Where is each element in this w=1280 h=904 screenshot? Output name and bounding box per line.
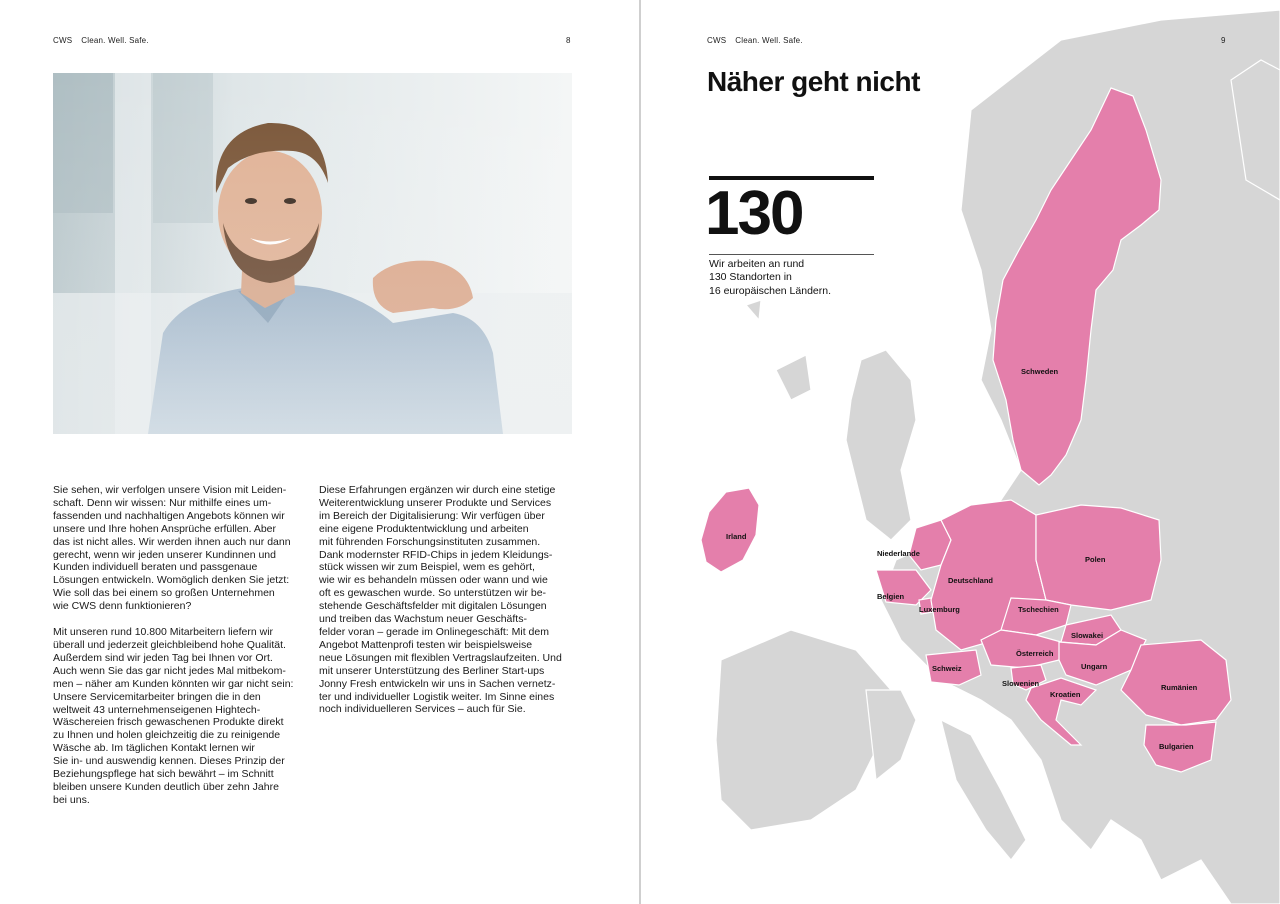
body-paragraph: Diese Erfahrungen ergänzen wir durch eine stetige Weiterentwicklung unserer Produkte und Services im Bereich der Digitalisierung: Wir verfügen über eine eigene Produktentwicklung und arbeiten mit führenden Forschungsinstituten zusammen. Dank modernster RFID-Chips in jedem Kleidungs- stück wissen wir zum Beispiel, wem es gehört, wie wir es behandeln müssen oder wann und wie oft es gewaschen wurde. So unterstützen wir be- stehende Geschäftsfelder mit digitalen Lösungen und treiben das Wachstum neuer Geschäfts- felder voran – gerade im Onlinegeschäft: Mit dem Angebot Mattenprofi testen wir beispielsweise neue Lösungen mit flexiblen Vertragslaufzeiten. Und mit unserer Unterstützung des Berliner Start-ups Jonny Fresh entwickeln wir uns in Sachen vernetz- ter und individueller Logistik weiter. Im Sinne eines noch individuelleren Services – auch für Sie. (319, 484, 562, 716)
europe-land (716, 10, 1280, 904)
brand-name: CWS (707, 36, 727, 45)
country-label-croatia: Kroatien (1050, 690, 1081, 699)
text-column-2 (319, 484, 575, 729)
country-label-poland: Polen (1085, 555, 1106, 564)
left-page (0, 0, 639, 904)
country-label-germany: Deutschland (948, 576, 994, 585)
portrait-photo-illustration (53, 73, 572, 434)
page-number: 9 (1221, 36, 1226, 45)
text-column-1 (53, 484, 303, 820)
brand-tagline: Clean. Well. Safe. (81, 36, 149, 45)
country-ireland (701, 488, 759, 572)
country-label-czechia: Tschechien (1018, 605, 1059, 614)
brand-name: CWS (53, 36, 73, 45)
stat-description: Wir arbeiten an rund 130 Standorten in 16 europäischen Ländern. (709, 258, 832, 297)
country-label-luxembourg: Luxemburg (919, 605, 960, 614)
body-paragraph: Sie sehen, wir verfolgen unsere Vision mit Leiden- schaft. Denn wir wissen: Nur mithilfe eines um- fassenden und nachhaltigen Angebots können wir unsere und Ihre hohen Ansprüche erfüllen. Aber das ist nicht alles. Wir werden ihnen auch nur dann gerecht, wenn wir jeden unserer Kundinnen und Kunden individuell beraten und passgenaue Lösungen entwickeln. Womöglich denken Sie jetzt: Wie soll das bei einem so großen Unternehmen wie CWS denn funktionieren? (53, 484, 291, 613)
country-label-slovenia: Slowenien (1002, 679, 1040, 688)
country-label-switzerland: Schweiz (932, 664, 962, 673)
stat-rule-bottom (709, 254, 874, 255)
europe-map (641, 0, 1280, 904)
country-label-austria: Österreich (1016, 649, 1054, 658)
country-label-bulgaria: Bulgarien (1159, 742, 1194, 751)
portrait-photo (53, 73, 572, 434)
country-label-belgium: Belgien (877, 592, 905, 601)
country-label-netherlands: Niederlande (877, 549, 920, 558)
country-label-hungary: Ungarn (1081, 662, 1108, 671)
running-header (707, 36, 803, 45)
country-label-slovakia: Slowakei (1071, 631, 1104, 640)
page-headline: Näher geht nicht (707, 66, 920, 97)
brand-tagline: Clean. Well. Safe. (735, 36, 803, 45)
country-label-romania: Rumänien (1161, 683, 1198, 692)
right-page (641, 0, 1280, 904)
body-paragraph: Mit unseren rund 10.800 Mitarbeitern liefern wir überall und jederzeit gleichbleibend hohe Qualität. Außerdem sind wir jeden Tag bei Ihnen vor Ort. Auch wenn Sie das gar nicht jedes Mal mitbekom- men – näher am Kunden könnten wir gar nicht sein: Unsere Servicemitarbeiter bringen die in den weltweit 43 unternehmenseigenen Hightech- Wäschereien frisch gewaschenen Produkte direkt zu Ihnen und holen gleichzeitig die zu reinigende Wäsche ab. Im täglichen Kontakt lernen wir Sie in- und auswendig kennen. Dieses Prinzip der Beziehungspflege hat sich bewährt – im Schnitt bleiben unsere Kunden deutlich über zehn Jahre bei uns. (53, 626, 294, 806)
page-number: 8 (566, 36, 571, 45)
running-header (53, 36, 149, 45)
country-label-sweden: Schweden (1021, 367, 1059, 376)
country-label-ireland: Irland (726, 532, 747, 541)
stat-number: 130 (705, 179, 803, 248)
